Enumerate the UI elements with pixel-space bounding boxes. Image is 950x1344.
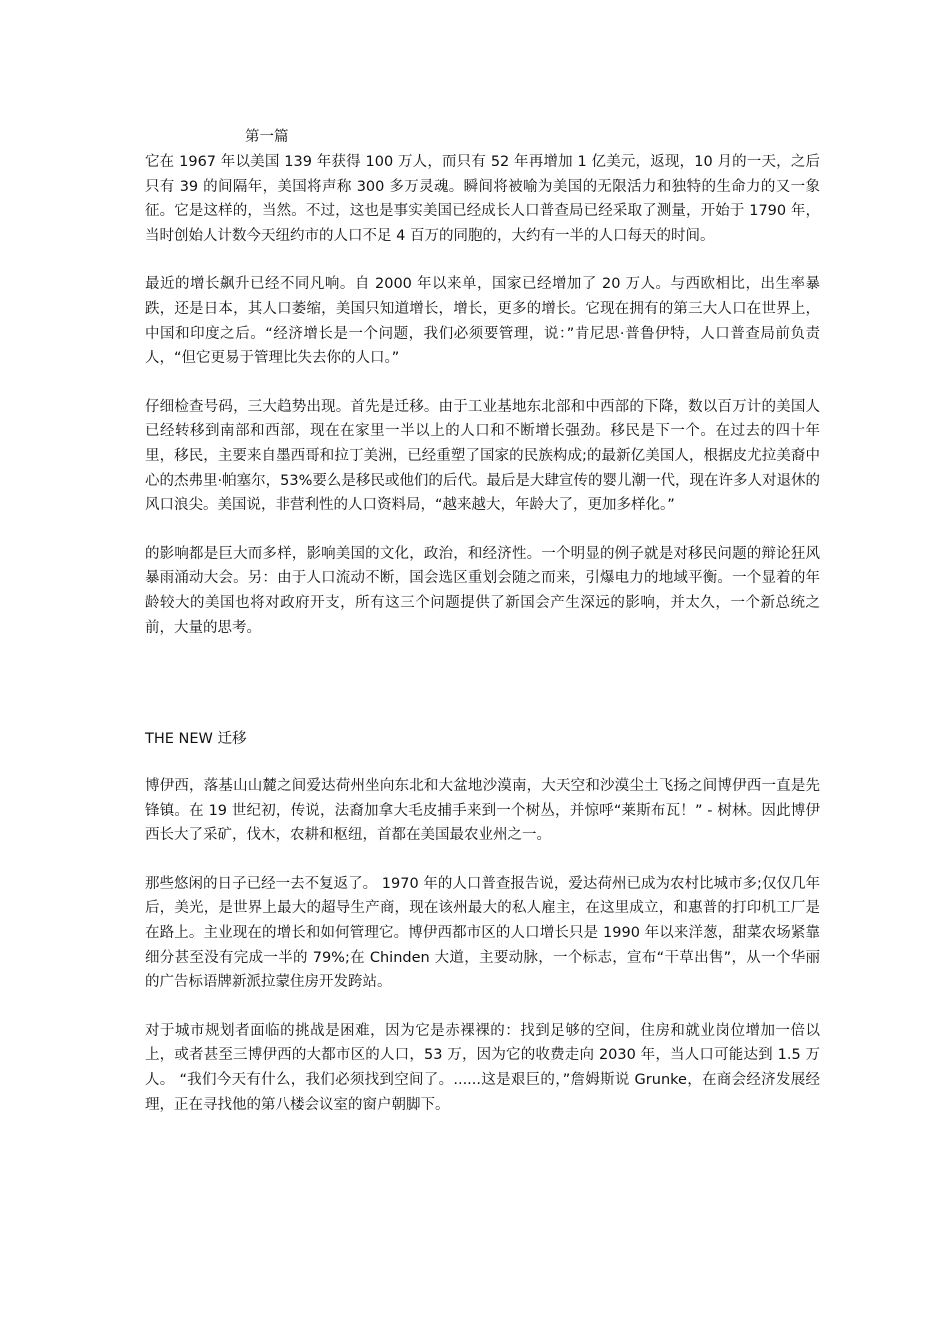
paragraph-5: 博伊西，落基山山麓之间爱达荷州坐向东北和大盆地沙漠南，大天空和沙漠尘土飞扬之间博伊西一直是先锋镇。在 19 世纪初，传说，法裔加拿大毛皮捕手来到一个树丛，并惊呼“莱斯布瓦！” - 树林。因此博伊西长大了采矿，伐木，农耕和枢纽，首都在美国最农业州之一。 — [145, 778, 820, 844]
paragraph-7: 对于城市规划者面临的挑战是困难，因为它是赤裸裸的：找到足够的空间，住房和就业岗位增加一倍以上，或者甚至三博伊西的大都市区的人口，53 万，因为它的收费走向 2030 年，当人口可能达到 1.5 万人。 “我们今天有什么，我们必须找到空间了。......这是艰巨的，”詹姆斯说 Grunke，在商会经济发展经理，正在寻找他的第八楼会议室的窗户朝脚下。 — [145, 1022, 820, 1113]
document-page — [145, 124, 820, 1141]
paragraph-3: 仔细检查号码，三大趋势出现。首先是迁移。由于工业基地东北部和中西部的下降，数以百万计的美国人已经转移到南部和西部，现在在家里一半以上的人口和不断增长强劲。移民是下一个。在过去的四十年里，移民，主要来自墨西哥和拉丁美洲，已经重塑了国家的民族构成;的最新亿美国人，根据皮尤拉美裔中心的杰弗里·帕塞尔，53%要么是移民或他们的后代。最后是大肆宣传的婴儿潮一代，现在许多人对退休的风口浪尖。美国说，非营利性的人口资料局，“越来越大，年龄大了，更加多样化。” — [145, 398, 820, 514]
paragraph-2: 最近的增长飙升已经不同凡响。自 2000 年以来单，国家已经增加了 20 万人。与西欧相比，出生率暴跌，还是日本，其人口萎缩，美国只知道增长，增长，更多的增长。它现在拥有的第三大人口在世界上，中国和印度之后。“经济增长是一个问题，我们必须要管理，说：”肯尼思·普鲁伊特，人口普查局前负责人，“但它更易于管理比失去你的人口。” — [145, 276, 820, 367]
section-spacer — [145, 664, 820, 726]
section-title: THE NEW 迁移 — [145, 731, 247, 748]
document-heading: 第一篇 — [245, 129, 289, 145]
paragraph-4: 的影响都是巨大而多样，影响美国的文化，政治，和经济性。一个明显的例子就是对移民问题的辩论狂风暴雨涌动大会。另：由于人口流动不断，国会选区重划会随之而来，引爆电力的地域平衡。一个显着的年龄较大的美国也将对政府开支，所有这三个问题提供了新国会产生深远的影响，并太久，一个新总统之前，大量的思考。 — [145, 545, 820, 636]
paragraph-6: 那些悠闲的日子已经一去不复返了。 1970 年的人口普查报告说，爱达荷州已成为农村比城市多;仅仅几年后，美光，是世界上最大的超导生产商，现在该州最大的私人雇主，在这里成立，和惠普的打印机工厂是在路上。主业现在的增长和如何管理它。博伊西都市区的人口增长只是 1990 年以来洋葱，甜菜农场紧靠细分甚至没有完成一半的 79%;在 Chinden 大道，主要动脉，一个标志，宣布“干草出售”，从一个华丽的广告标语牌新派拉蒙住房开发跨站。 — [145, 875, 820, 991]
paragraph-1: 它在 1967 年以美国 139 年获得 100 万人，而只有 52 年再增加 1 亿美元，返现，10 月的一天，之后只有 39 的间隔年，美国将声称 300 多万灵魂。瞬间将被喻为美国的无限活力和独特的生命力的又一象征。它是这样的，当然。不过，这也是事实美国已经成长人口普查局已经采取了测量，开始于 1790 年，当时创始人计数今天纽约市的人口不足 4 百万的同胞的，大约有一半的人口每天的时间。 — [145, 154, 820, 244]
